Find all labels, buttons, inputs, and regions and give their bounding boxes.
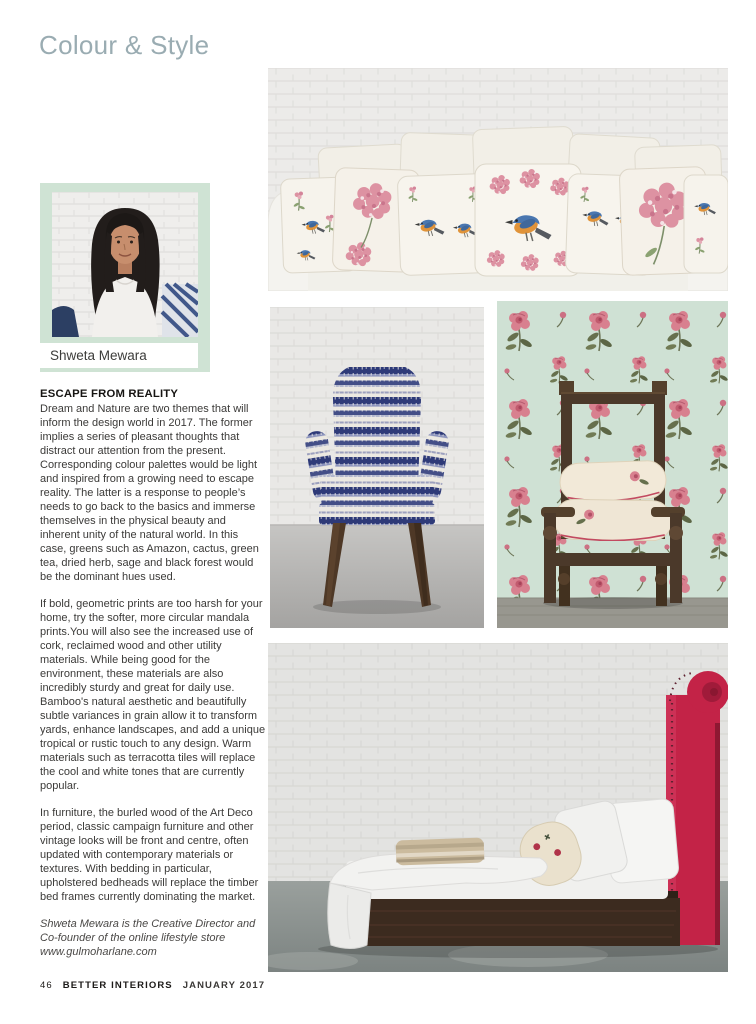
page-title: Colour & Style [39, 30, 210, 60]
author-photo [52, 192, 198, 337]
article-paragraph-1: Dream and Nature are two themes that will inform the design world in 2017. The former implies a series of pleasant thoughts that distract our attention from the present. Corresponding colour palettes would be light and inspired from a growing need to escape reality. The latter is a response to people’s needs to go back to the basics and immerse themselves in the physical beauty and inherent unity of the natural world. In this case, greens such as Amazon, cactus, green tea, dried herb, sage and black forest would be the dominant hues used. [40, 403, 259, 583]
magazine-name: BETTER INTERIORS [62, 980, 173, 991]
article-paragraph-2: If bold, geometric prints are too harsh for your home, try the softer, more circular mandala prints.You will also see the increased use of cork, reclaimed wood and other utility materials. While being good for the environment, these materials are also incredibly sturdy and great for daily use. Bamboo's natural aesthetic and beautifully subtle variances in grain allow it to transform yards, enhance landscapes, and add a unique tropical or rustic touch to any design. Warm materials such as terracotta tiles will replace the cool and white tones that are currently popular. [40, 598, 266, 792]
page-number: 46 [40, 980, 53, 991]
armchair-illustration [270, 307, 484, 628]
cushions-illustration [268, 68, 728, 291]
rose-chair-illustration [497, 301, 728, 628]
bed-photo [268, 643, 728, 972]
page-footer [40, 980, 265, 991]
armchair-photo [270, 307, 484, 628]
author-name-caption: Shweta Mewara [40, 343, 198, 368]
author-portrait-card [40, 183, 210, 372]
cushions-photo [268, 68, 728, 291]
rose-chair-photo [497, 301, 728, 628]
article-heading: ESCAPE FROM REALITY [40, 388, 179, 400]
bed-illustration [268, 643, 728, 972]
author-bio: Shweta Mewara is the Creative Director and Co-founder of the online lifestyle store www.gulmoharlane.com [40, 918, 256, 958]
issue-date: JANUARY 2017 [182, 980, 266, 991]
article-body [40, 388, 266, 972]
author-photo-illustration [52, 192, 198, 337]
article-paragraph-3: In furniture, the burled wood of the Art Deco period, classic campaign furniture and other vintage looks will be front and centre, often updated with contemporary materials or textures. With bedding in particular, upholstered bedheads will replace the timber bed frames currently dominating the market. [40, 807, 259, 903]
